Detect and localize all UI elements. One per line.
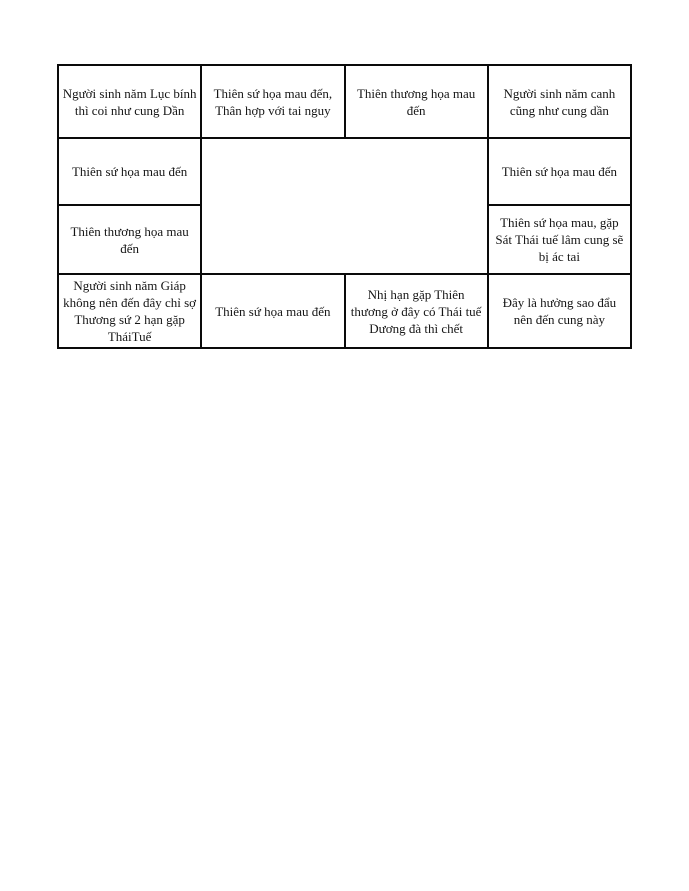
table-cell-center-merged-empty <box>201 138 488 274</box>
table-cell-r1c4: Người sinh năm canh cũng như cung dần <box>488 65 631 138</box>
table-cell-r3c1: Thiên thương họa mau đến <box>58 205 201 274</box>
table-row <box>58 138 631 205</box>
table-row <box>58 274 631 348</box>
table-row <box>58 65 631 138</box>
table-cell-r2c1: Thiên sứ họa mau đến <box>58 138 201 205</box>
table-cell-r1c2: Thiên sứ họa mau đến, Thân hợp với tai nguy <box>201 65 344 138</box>
table-cell-r1c3: Thiên thương họa mau đến <box>345 65 488 138</box>
table-cell-r4c4: Đây là hưởng sao đẩu nên đến cung này <box>488 274 631 348</box>
table-cell-r3c4: Thiên sứ họa mau, gặp Sát Thái tuế lâm cung sẽ bị ác tai <box>488 205 631 274</box>
table-cell-r1c1: Người sinh năm Lục bính thì coi như cung Dần <box>58 65 201 138</box>
table-cell-r4c3: Nhị hạn gặp Thiên thương ở đây có Thái tuế Dương đà thì chết <box>345 274 488 348</box>
table-cell-r4c1: Người sinh năm Giáp không nên đến đây chỉ sợ Thương sứ 2 hạn gặp TháiTuế <box>58 274 201 348</box>
table-cell-r2c4: Thiên sứ họa mau đến <box>488 138 631 205</box>
astrology-cung-table <box>57 64 632 349</box>
table-cell-r4c2: Thiên sứ họa mau đến <box>201 274 344 348</box>
